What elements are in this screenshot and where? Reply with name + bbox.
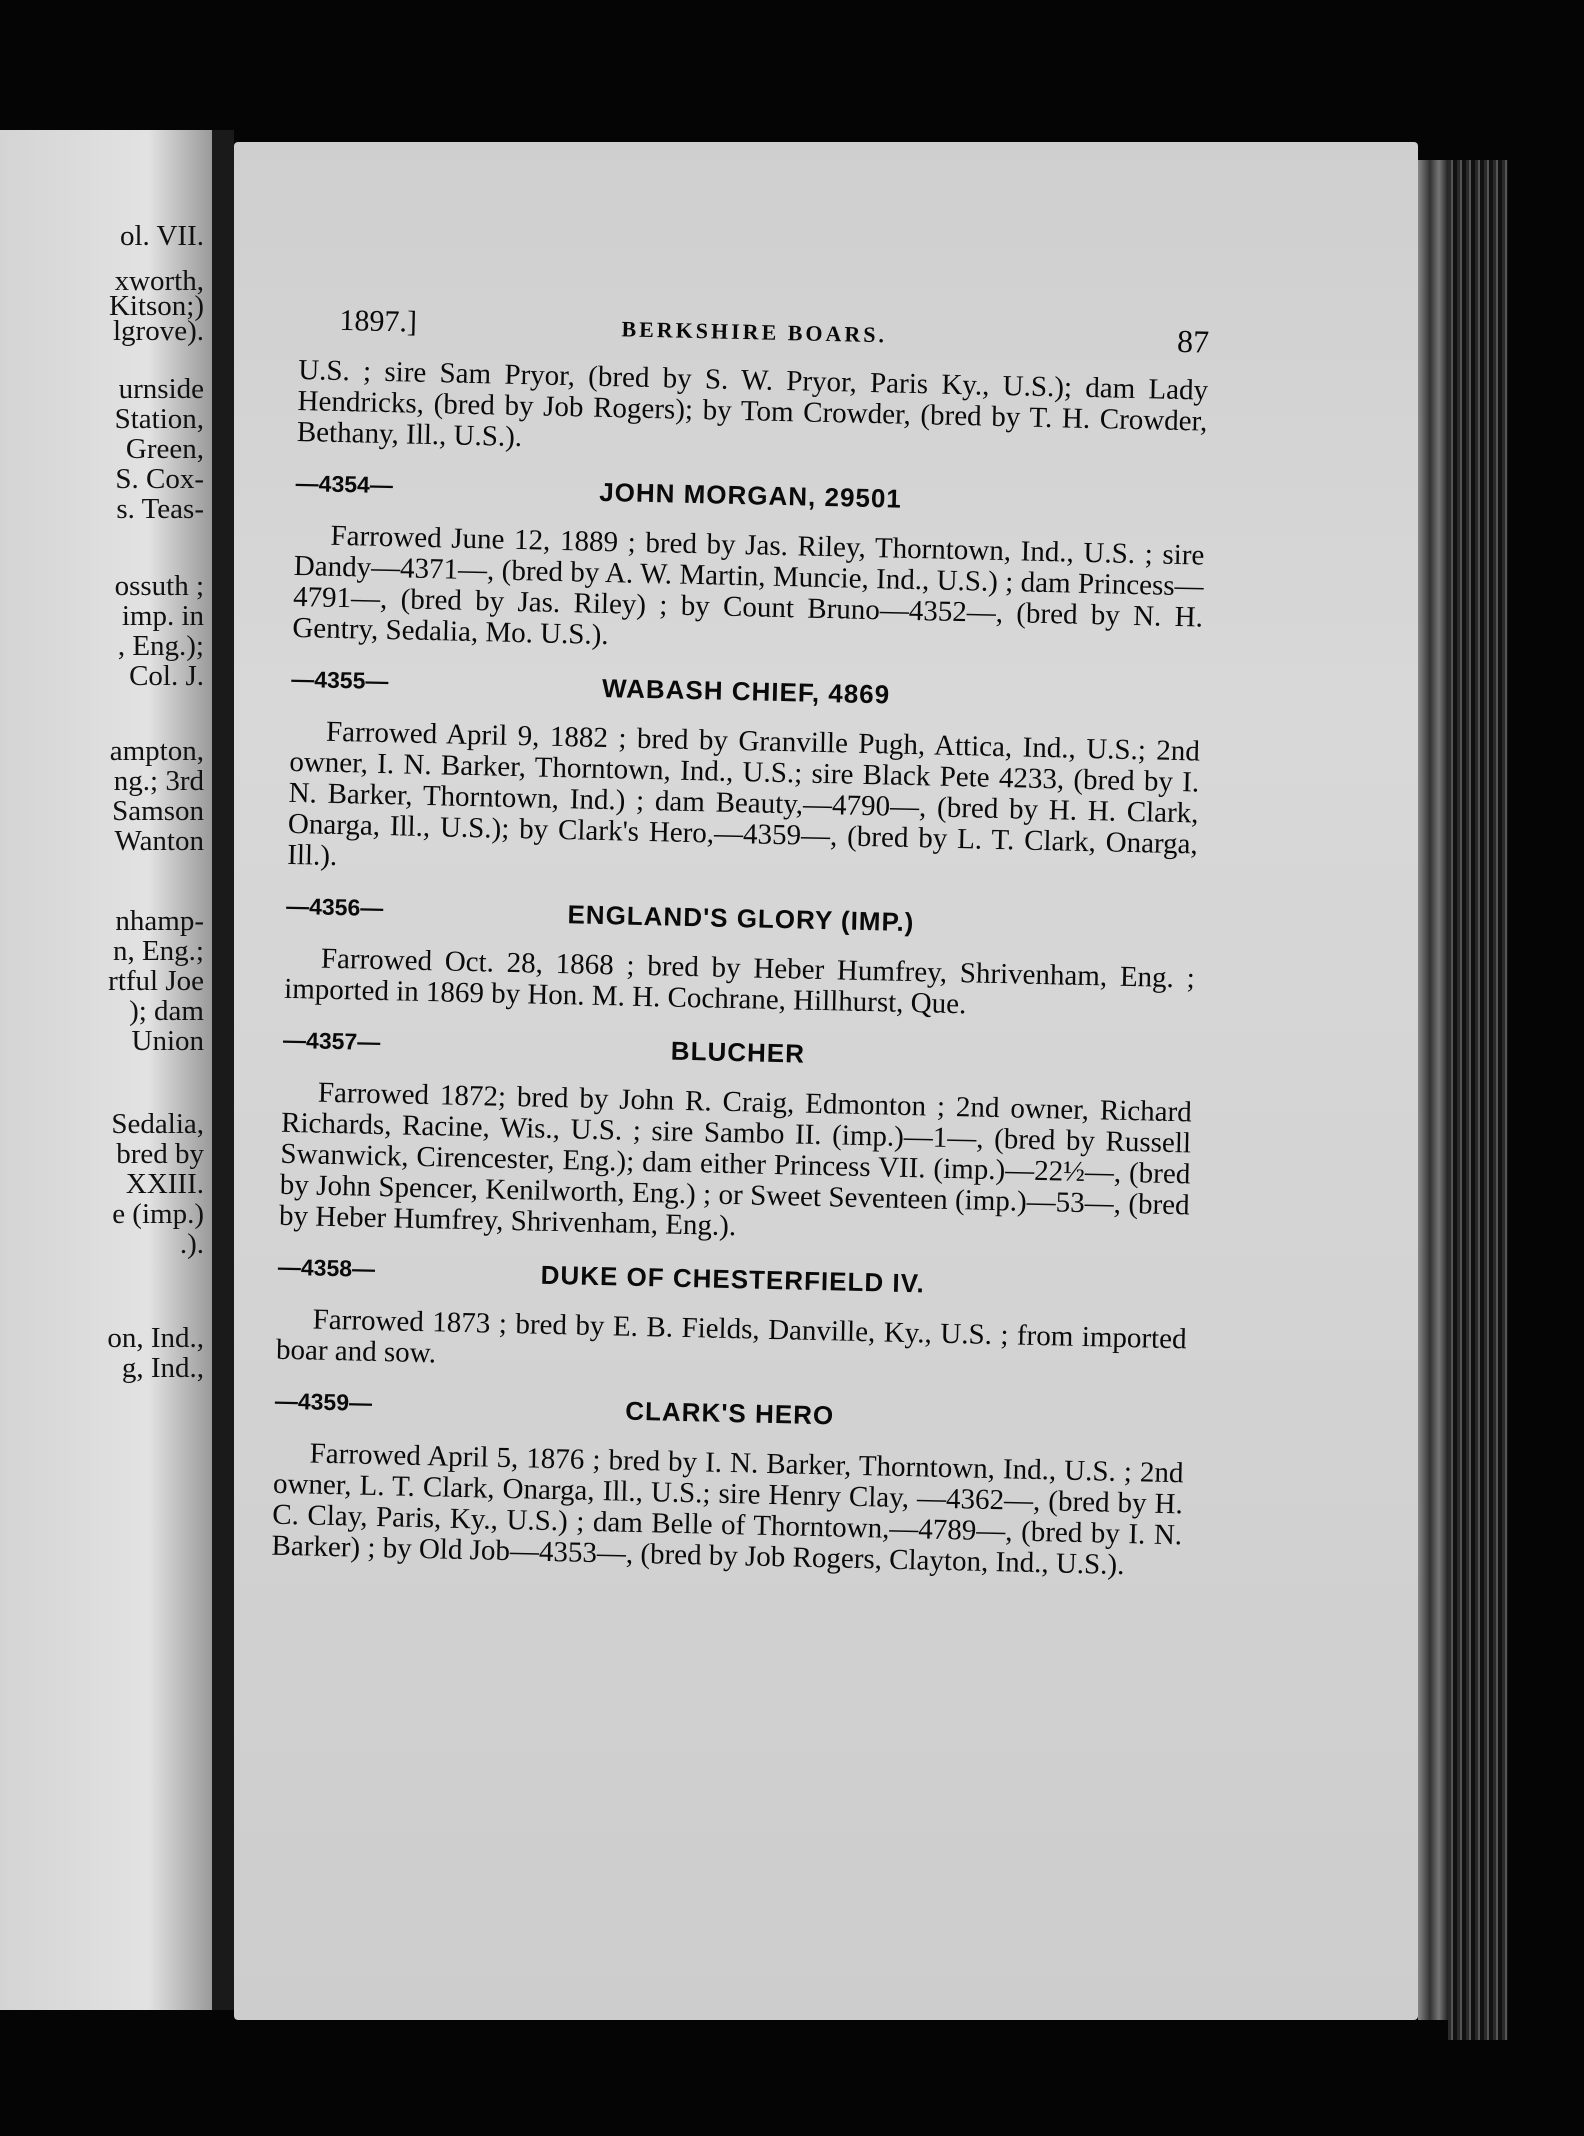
entry-heading	[277, 1250, 1188, 1311]
left-text-line: ampton,	[109, 735, 204, 767]
entry-number: —4355—	[290, 665, 389, 695]
left-text-line: Col. J.	[129, 660, 204, 692]
left-text-line: lgrove).	[113, 315, 204, 347]
page-number: 87	[1176, 322, 1210, 360]
page-content	[271, 295, 1210, 1592]
left-text-line: nhamp-	[115, 905, 204, 937]
left-text-line: s. Teas-	[116, 493, 204, 525]
left-text-line: rtful Joe	[108, 965, 204, 997]
left-text-line: g, Ind.,	[121, 1352, 204, 1384]
entry-name: WABASH CHIEF, 4869	[601, 672, 891, 710]
left-text-line: ); dam	[129, 995, 204, 1027]
entry-number: —4359—	[274, 1387, 373, 1416]
left-text-line: n, Eng.;	[112, 935, 204, 967]
left-text-line: , Eng.);	[117, 630, 204, 662]
entry-name: ENGLAND'S GLORY (IMP.)	[567, 899, 915, 938]
entry-text: Farrowed April 9, 1882 ; bred by Granville Pugh, Attica, Ind., U.S.; 2nd owner, I. N. Barker, Thorntown, Ind., U.S.; sire Black Pete 4233, (bred by I. N. Barker, Thorntown, Ind.) ; dam Beauty,—4790—, (bred by H. H. Clark, Onarga, Ill., U.S.); by Clark's Hero,—4359—, (bred by L. T. Clark, Onarga, Ill.).	[286, 715, 1201, 872]
left-text-line: Wanton	[114, 825, 204, 857]
entry-number: —4356—	[285, 892, 384, 922]
entry-text: Farrowed June 12, 1889 ; bred by Jas. Riley, Thorntown, Ind., U.S. ; sire Dandy—4371—, (bred by A. W. Martin, Muncie, Ind., U.S.) ; dam Princess—4791—, (bred by Jas. Riley) ; by Count Bruno—4352—, (bred by N. H. Gentry, Sedalia, Mo. U.S.).	[292, 519, 1205, 652]
book-edge-stack	[1448, 160, 1508, 2040]
entry-heading	[291, 662, 1202, 723]
left-page	[0, 130, 212, 2010]
left-text-line: Station,	[114, 403, 204, 435]
entry-name: DUKE OF CHESTERFIELD IV.	[540, 1259, 926, 1299]
continued-text: U.S. ; sire Sam Pryor, (bred by S. W. Pryor, Paris Ky., U.S.); dam Lady Hendricks, (bred by Job Rogers); by Tom Crowder, (bred by T. H. Crowder, Bethany, Ill., U.S.).	[296, 353, 1209, 454]
left-text-line: S. Cox-	[115, 463, 204, 495]
left-text-line: ng.; 3rd	[113, 765, 204, 797]
left-text-line: .).	[179, 1228, 204, 1260]
left-text-line: ossuth ;	[114, 570, 204, 602]
left-text-line: Sedalia,	[111, 1108, 204, 1140]
left-text-line: Kitson;)	[108, 290, 204, 322]
entry-number: —4357—	[282, 1026, 381, 1056]
left-text-line: ol. VII.	[119, 220, 204, 252]
header-title: BERKSHIRE BOARS.	[621, 316, 888, 348]
left-text-line: xworth,	[114, 265, 204, 297]
entry-name: BLUCHER	[670, 1035, 806, 1069]
left-text-line: urnside	[118, 373, 204, 405]
left-text-line: Samson	[112, 795, 204, 827]
entry-name: CLARK'S HERO	[624, 1395, 835, 1431]
entry-text: Farrowed April 5, 1876 ; bred by I. N. Barker, Thorntown, Ind., U.S. ; 2nd owner, L. T. Clark, Onarga, Ill., U.S.; sire Henry Clay, —4362—, (bred by H. C. Clay, Paris, Ky., U.S.) ; dam Belle of Thorntown,—4789—, (bred by I. N. Barker) ; by Old Job—4353—, (bred by Job Rogers, Clayton, Ind., U.S.).	[271, 1437, 1184, 1582]
page-edge	[1418, 160, 1448, 2020]
left-text-line: Union	[131, 1025, 204, 1057]
entry-heading	[295, 466, 1206, 527]
left-text-line: XXIII.	[125, 1168, 204, 1200]
entry-text: Farrowed 1873 ; bred by E. B. Fields, Danville, Ky., U.S. ; from imported boar and sow.	[275, 1303, 1187, 1370]
entry-text: Farrowed Oct. 28, 1868 ; bred by Heber Humfrey, Shrivenham, Eng. ; imported in 1869 by Hon. M. H. Cochrane, Hillhurst, Que.	[283, 942, 1196, 1021]
entry-heading	[283, 1023, 1194, 1084]
left-text-line: imp. in	[121, 600, 204, 632]
header-year: 1897.]	[339, 303, 418, 339]
left-text-line: bred by	[116, 1138, 204, 1170]
left-text-line: on, Ind.,	[107, 1322, 204, 1354]
left-text-line: e (imp.)	[112, 1198, 204, 1230]
entry-number: —4358—	[277, 1253, 376, 1282]
entry-number: —4354—	[295, 469, 394, 499]
entry-heading	[274, 1384, 1185, 1445]
book-gutter	[212, 130, 234, 2010]
entry-name: JOHN MORGAN, 29501	[598, 476, 903, 514]
entry-heading	[286, 889, 1197, 950]
left-text-line: Green,	[125, 433, 204, 465]
entry-text: Farrowed 1872; bred by John R. Craig, Edmonton ; 2nd owner, Richard Richards, Racine, Wis., U.S. ; sire Sambo II. (imp.)—1—, (bred by Russell Swanwick, Cirencester, Eng.); dam either Princess VII. (imp.)—22½—, (bred by John Spencer, Kenilworth, Eng.) ; or Sweet Seventeen (imp.)—53—, (bred by Heber Humfrey, Shrivenham, Eng.).	[278, 1076, 1193, 1243]
